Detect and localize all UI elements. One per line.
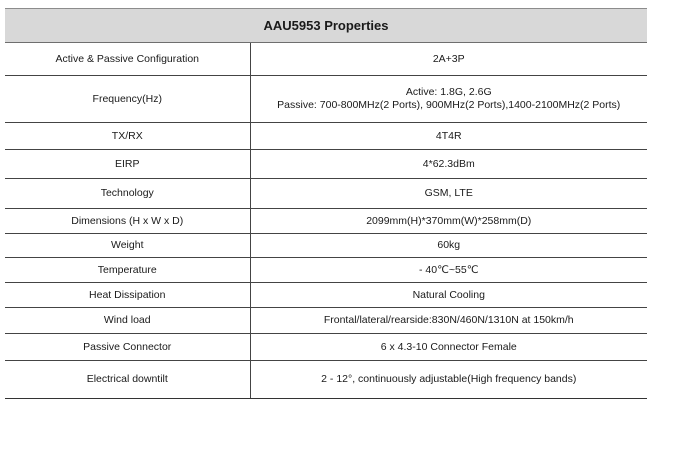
table-row <box>5 308 647 334</box>
row-value-line: 4T4R <box>435 129 462 142</box>
table-row <box>5 234 647 258</box>
row-value <box>250 334 647 361</box>
table-row <box>5 209 647 234</box>
table-header-row <box>5 9 647 43</box>
row-value <box>250 123 647 150</box>
table-row <box>5 150 647 179</box>
row-value-line: Passive: 700-800MHz(2 Ports), 900MHz(2 Ports),1400-2100MHz(2 Ports) <box>277 99 621 111</box>
row-value-line: 2 - 12°, continuously adjustable(High frequency bands) <box>321 373 577 385</box>
row-label: Wind load <box>5 308 250 334</box>
row-value <box>250 234 647 258</box>
row-value-line: - 40℃~55℃ <box>419 263 479 276</box>
row-value <box>250 283 647 308</box>
table-row <box>5 43 647 76</box>
row-value <box>250 150 647 179</box>
row-value <box>250 308 647 334</box>
row-value-line: Natural Cooling <box>412 288 485 301</box>
row-value <box>250 258 647 283</box>
row-value <box>250 43 647 76</box>
row-label: EIRP <box>5 150 250 179</box>
row-label: TX/RX <box>5 123 250 150</box>
table-row <box>5 76 647 123</box>
row-value-line: 4*62.3dBm <box>422 157 475 170</box>
table-title: AAU5953 Properties <box>5 9 647 43</box>
row-value-line: Frontal/lateral/rearside:830N/460N/1310N at 150km/h <box>323 314 574 326</box>
row-label: Heat Dissipation <box>5 283 250 308</box>
row-value-line: 60kg <box>437 239 461 251</box>
row-label: Frequency(Hz) <box>5 76 250 123</box>
row-value <box>250 179 647 209</box>
row-label: Passive Connector <box>5 334 250 361</box>
table-row <box>5 179 647 209</box>
row-value <box>250 361 647 399</box>
properties-table <box>5 8 647 399</box>
row-label: Dimensions (H x W x D) <box>5 209 250 234</box>
table-row <box>5 283 647 308</box>
table-row <box>5 361 647 399</box>
row-value-line: 2A+3P <box>432 52 465 65</box>
row-value-line: GSM, LTE <box>424 187 473 199</box>
table-row <box>5 123 647 150</box>
table-row <box>5 334 647 361</box>
row-label: Weight <box>5 234 250 258</box>
row-value-line: 2099mm(H)*370mm(W)*258mm(D) <box>366 214 532 227</box>
row-label: Electrical downtilt <box>5 361 250 399</box>
row-label: Active & Passive Configuration <box>5 43 250 76</box>
row-label: Temperature <box>5 258 250 283</box>
row-value-line: Active: 1.8G, 2.6G <box>405 86 492 98</box>
row-value <box>250 209 647 234</box>
row-value <box>250 76 647 123</box>
row-label: Technology <box>5 179 250 209</box>
table-row <box>5 258 647 283</box>
row-value-line: 6 x 4.3-10 Connector Female <box>380 340 517 353</box>
